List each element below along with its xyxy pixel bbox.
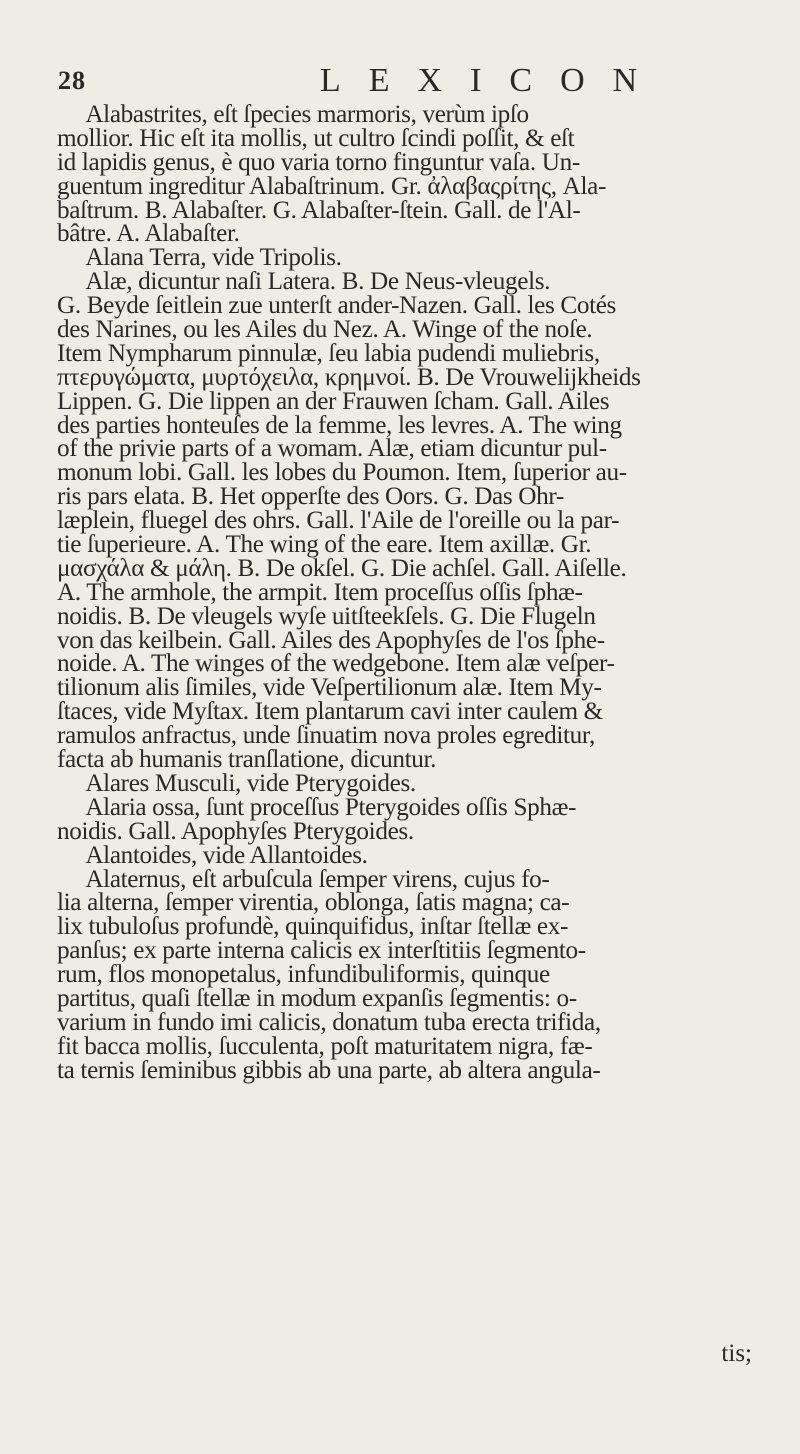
text-line: Alabastrites, eſt ſpecies marmoris, verùm ipſo — [57, 101, 529, 128]
running-title: LEXICON — [320, 62, 666, 99]
text-line: des parties honteuſes de la femme, les levres. A. The wing — [57, 411, 622, 439]
text-line: des Narines, ou les Ailes du Nez. A. Winge of the noſe. — [57, 316, 593, 344]
text-line: noidis. B. De vleugels wyſe uitſteekſels. G. Die Flugeln — [57, 602, 596, 630]
text-line: μασχάλα & μάλη. B. De okſel. G. Die achſel. Gall. Aiſelle. — [57, 554, 627, 582]
catchword: tis; — [721, 1340, 752, 1367]
text-line: partitus, quaſi ſtellæ in modum expanſis ſegmentis: o- — [57, 984, 577, 1012]
text-line: ſtaces, vide Myſtax. Item plantarum cavi inter caulem & — [57, 698, 603, 726]
text-line: lia alterna, ſemper virentia, oblonga, ſatis magna; ca- — [57, 889, 570, 917]
text-line: ris pars elata. B. Het opperſte des Oors. G. Das Ohr- — [57, 483, 564, 511]
text-line: Alares Musculi, vide Pterygoides. — [57, 769, 416, 797]
text-line: guentum ingreditur Alabaſtrinum. Gr. ἀλαβαςρίτης, Ala- — [57, 172, 606, 200]
text-line: Alæ, dicuntur naſi Latera. B. De Neus-vleugels. — [57, 268, 551, 296]
text-line: monum lobi. Gall. les lobes du Poumon. Item, ſuperior au- — [57, 459, 627, 487]
text-line: mollior. Hic eſt ita mollis, ut cultro ſcindi poſſit, & eſt — [57, 124, 575, 152]
text-line: lix tubuloſus profundè, quinquifidus, inſtar ſtellæ ex- — [57, 913, 569, 941]
text-line: Alaria ossa, ſunt proceſſus Pterygoides oſſis Sphæ- — [57, 793, 577, 821]
text-line: Alana Terra, vide Tripolis. — [57, 244, 342, 272]
text-line: Item Nympharum pinnulæ, ſeu labia pudendi muliebris, — [57, 339, 600, 367]
text-line: of the privie parts of a womam. Alæ, etiam dicuntur pul- — [57, 435, 607, 463]
text-line: rum, flos monopetalus, infundibuliformis, quinque — [57, 961, 550, 989]
text-line: ta ternis ſeminibus gibbis ab una parte, ab altera angula- — [57, 1056, 601, 1084]
text-line: id lapidis genus, è quo varia torno finguntur vaſa. Un- — [57, 148, 580, 176]
text-line: A. The armhole, the armpit. Item proceſſus oſſis ſphæ- — [57, 578, 583, 606]
text-line: varium in fundo imi calicis, donatum tuba erecta trifida, — [57, 1008, 601, 1036]
text-line: fit bacca mollis, ſucculenta, poſt maturitatem nigra, fæ- — [57, 1032, 593, 1060]
text-line: G. Beyde ſeitlein zue unterſt ander-Nazen. Gall. les Cotés — [57, 292, 617, 320]
text-line: Lippen. G. Die lippen an der Frauwen ſcham. Gall. Ailes — [57, 387, 610, 415]
text-line: læplein, fluegel des ohrs. Gall. l'Aile de l'oreille ou la par- — [57, 507, 620, 535]
text-line: facta ab humanis tranſlatione, dicuntur. — [57, 746, 437, 774]
text-line: tilionum alis ſimiles, vide Veſpertilionum alæ. Item My- — [57, 674, 602, 702]
text-line: Alantoides, vide Allantoides. — [57, 841, 368, 869]
lexicon-entries-text — [57, 103, 797, 1083]
page-header — [58, 62, 778, 102]
text-line: baſtrum. B. Alabaſter. G. Alabaſter-ſtein. Gall. de l'Al- — [57, 196, 581, 224]
text-line: ramulos anfractus, unde ſinuatim nova proles egreditur, — [57, 722, 595, 750]
text-line: tie ſuperieure. A. The wing of the eare. Item axillæ. Gr. — [57, 531, 592, 559]
text-line: πτερυγώματα, μυρτόχειλα, κρημνοί. B. De Vrouwelijkheids — [57, 363, 641, 391]
text-line: Alaternus, eſt arbuſcula ſemper virens, cujus fo- — [57, 865, 550, 893]
text-line: noidis. Gall. Apophyſes Pterygoides. — [57, 817, 414, 845]
text-line: bâtre. A. Alabaſter. — [57, 220, 240, 248]
page-number: 28 — [58, 66, 86, 95]
text-line: von das keilbein. Gall. Ailes des Apophyſes de l'os ſphe- — [57, 626, 605, 654]
text-line: noide. A. The winges of the wedgebone. Item alæ veſper- — [57, 650, 615, 678]
text-line: panſus; ex parte interna calicis ex interſtitiis ſegmento- — [57, 937, 586, 965]
